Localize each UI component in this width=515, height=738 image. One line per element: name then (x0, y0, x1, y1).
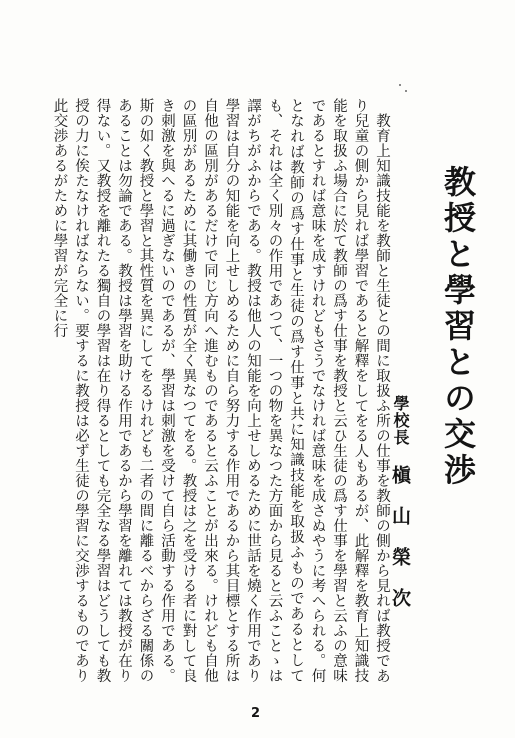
article-body (48, 98, 392, 683)
article-title: 教授と學習との交渉 (439, 165, 477, 489)
body-paragraph: 教育上知識技能を教師と生徒との間に取扱ふ所の仕事を教師の側から見れば教授であり兒童の側から見れば學習であると解釋をしてをる人もあるが、此解釋を教育上知識技能を取扱ふ場合に於て教師の爲す仕事を教授と云ひ生徒の爲す仕事を學習と云ふの意味であるとすれば意味を成すけれどもさうでなければ意味を成さぬやうに考へられる。何となれば教師の爲す仕事と生徒の爲す仕事と共に知識技能を取扱ふものであるとしても、それは全く別々の作用であつて、一つの物を異なつた方面から見ると云ふことゝは譯がちがふからである。教授は他人の知能を向上せしめるために世話を燒く作用であり學習は自分の知能を向上せしめるために自ら努力する作用であるから其目標とする所は自他の區別があるだけで同じ方向へ進むものであると云ふことが出來る。けれども自他の區別があるために其働きの性質が全く異なつてをる。教授は之を受ける者に對して良き刺激を與へるに過ぎないのであるが、學習は刺激を受けて自ら活動する作用である。斯の如く教授と學習と其性質を異にしてをるけれども二者の間に離るべからざる關係のあることは勿論である。教授は學習を助ける作用であるから學習を離れては教授が在り得ない。又教授を離れたる獨自の學習は在り得るとしても完全なる學習はどうしても教授の力に俟たなければならない。要するに教授は必ず生徒の學習に交渉するものであり此交渉あるがために學習が完全に行 (51, 98, 390, 683)
print-speck (405, 90, 407, 92)
author-role: 學校長 (391, 395, 410, 446)
page-number: 2 (251, 706, 261, 721)
print-speck (399, 84, 401, 86)
author-name: 槇山榮次 (389, 464, 411, 629)
